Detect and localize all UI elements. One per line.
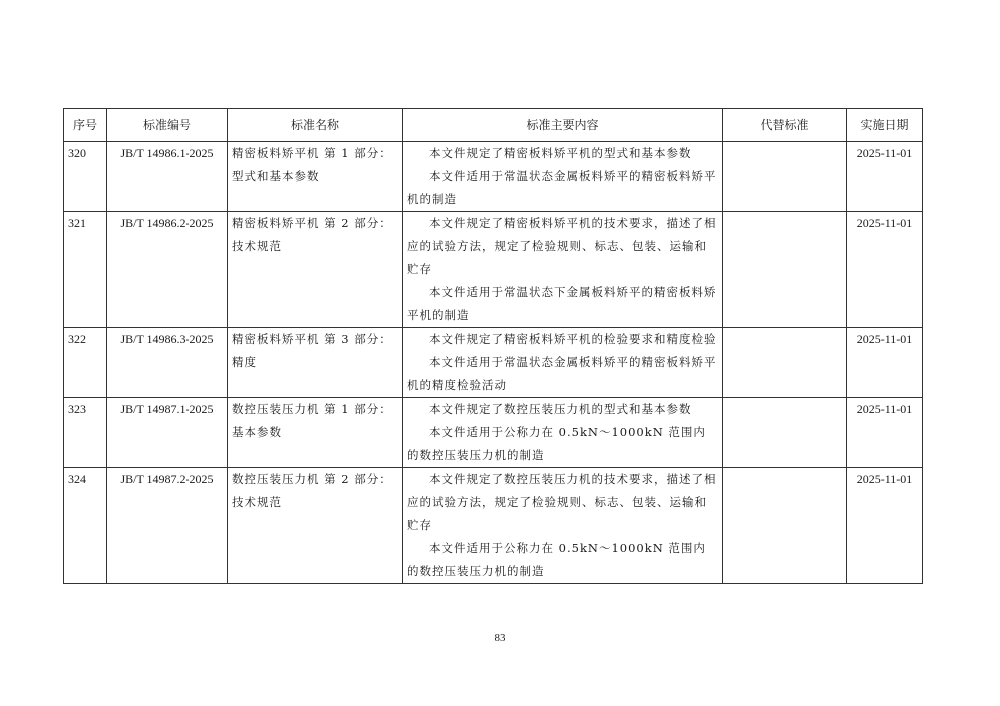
- content-paragraph: 本文件规定了精密板料矫平机的技术要求，描述了相应的试验方法，规定了检验规则、标志、包装、运输和贮存: [407, 216, 717, 276]
- row-replaces: [723, 328, 847, 398]
- table-row: [64, 328, 923, 398]
- row-no: 322: [64, 328, 107, 398]
- row-date: 2025-11-01: [847, 328, 923, 398]
- standards-table: [63, 108, 923, 584]
- content-paragraph: 本文件规定了精密板料矫平机的检验要求和精度检验: [429, 332, 717, 346]
- row-code: JB/T 14987.2-2025: [107, 468, 228, 584]
- table-row: [64, 398, 923, 468]
- row-content: [403, 212, 723, 328]
- header-no: 序号: [64, 109, 107, 142]
- row-code: JB/T 14987.1-2025: [107, 398, 228, 468]
- content-paragraph: 本文件适用于公称力在 0.5kN～1000kN 范围内的数控压装压力机的制造: [407, 541, 706, 578]
- content-paragraph: 本文件适用于常温状态金属板料矫平的精密板料矫平机的精度检验活动: [407, 355, 717, 392]
- table-row: [64, 212, 923, 328]
- row-name: 精密板料矫平机 第 1 部分：型式和基本参数: [228, 142, 403, 212]
- table-header-row: [64, 109, 923, 142]
- content-paragraph: 本文件规定了数控压装压力机的型式和基本参数: [429, 402, 692, 416]
- row-replaces: [723, 398, 847, 468]
- row-name: 精密板料矫平机 第 3 部分：精度: [228, 328, 403, 398]
- row-date: 2025-11-01: [847, 398, 923, 468]
- row-replaces: [723, 212, 847, 328]
- content-paragraph: 本文件适用于常温状态下金属板料矫平的精密板料矫平机的制造: [407, 285, 717, 322]
- row-no: 324: [64, 468, 107, 584]
- header-code: 标准编号: [107, 109, 228, 142]
- row-date: 2025-11-01: [847, 468, 923, 584]
- table-row: [64, 468, 923, 584]
- row-no: 321: [64, 212, 107, 328]
- header-content: 标准主要内容: [403, 109, 723, 142]
- row-code: JB/T 14986.3-2025: [107, 328, 228, 398]
- row-no: 320: [64, 142, 107, 212]
- row-replaces: [723, 142, 847, 212]
- row-date: 2025-11-01: [847, 142, 923, 212]
- row-code: JB/T 14986.2-2025: [107, 212, 228, 328]
- row-name: 数控压装压力机 第 1 部分：基本参数: [228, 398, 403, 468]
- row-name: 精密板料矫平机 第 2 部分：技术规范: [228, 212, 403, 328]
- content-paragraph: 本文件规定了精密板料矫平机的型式和基本参数: [429, 146, 692, 160]
- table-row: [64, 142, 923, 212]
- row-replaces: [723, 468, 847, 584]
- content-paragraph: 本文件适用于公称力在 0.5kN～1000kN 范围内的数控压装压力机的制造: [407, 425, 706, 462]
- row-content: [403, 468, 723, 584]
- header-replaces: 代替标准: [723, 109, 847, 142]
- row-date: 2025-11-01: [847, 212, 923, 328]
- row-content: [403, 398, 723, 468]
- header-name: 标准名称: [228, 109, 403, 142]
- page-number: 83: [494, 632, 506, 644]
- content-paragraph: 本文件规定了数控压装压力机的技术要求，描述了相应的试验方法，规定了检验规则、标志、包装、运输和贮存: [407, 472, 717, 532]
- row-content: [403, 328, 723, 398]
- row-name: 数控压装压力机 第 2 部分：技术规范: [228, 468, 403, 584]
- row-code: JB/T 14986.1-2025: [107, 142, 228, 212]
- row-content: [403, 142, 723, 212]
- content-paragraph: 本文件适用于常温状态金属板料矫平的精密板料矫平机的制造: [407, 169, 717, 206]
- row-no: 323: [64, 398, 107, 468]
- header-date: 实施日期: [847, 109, 923, 142]
